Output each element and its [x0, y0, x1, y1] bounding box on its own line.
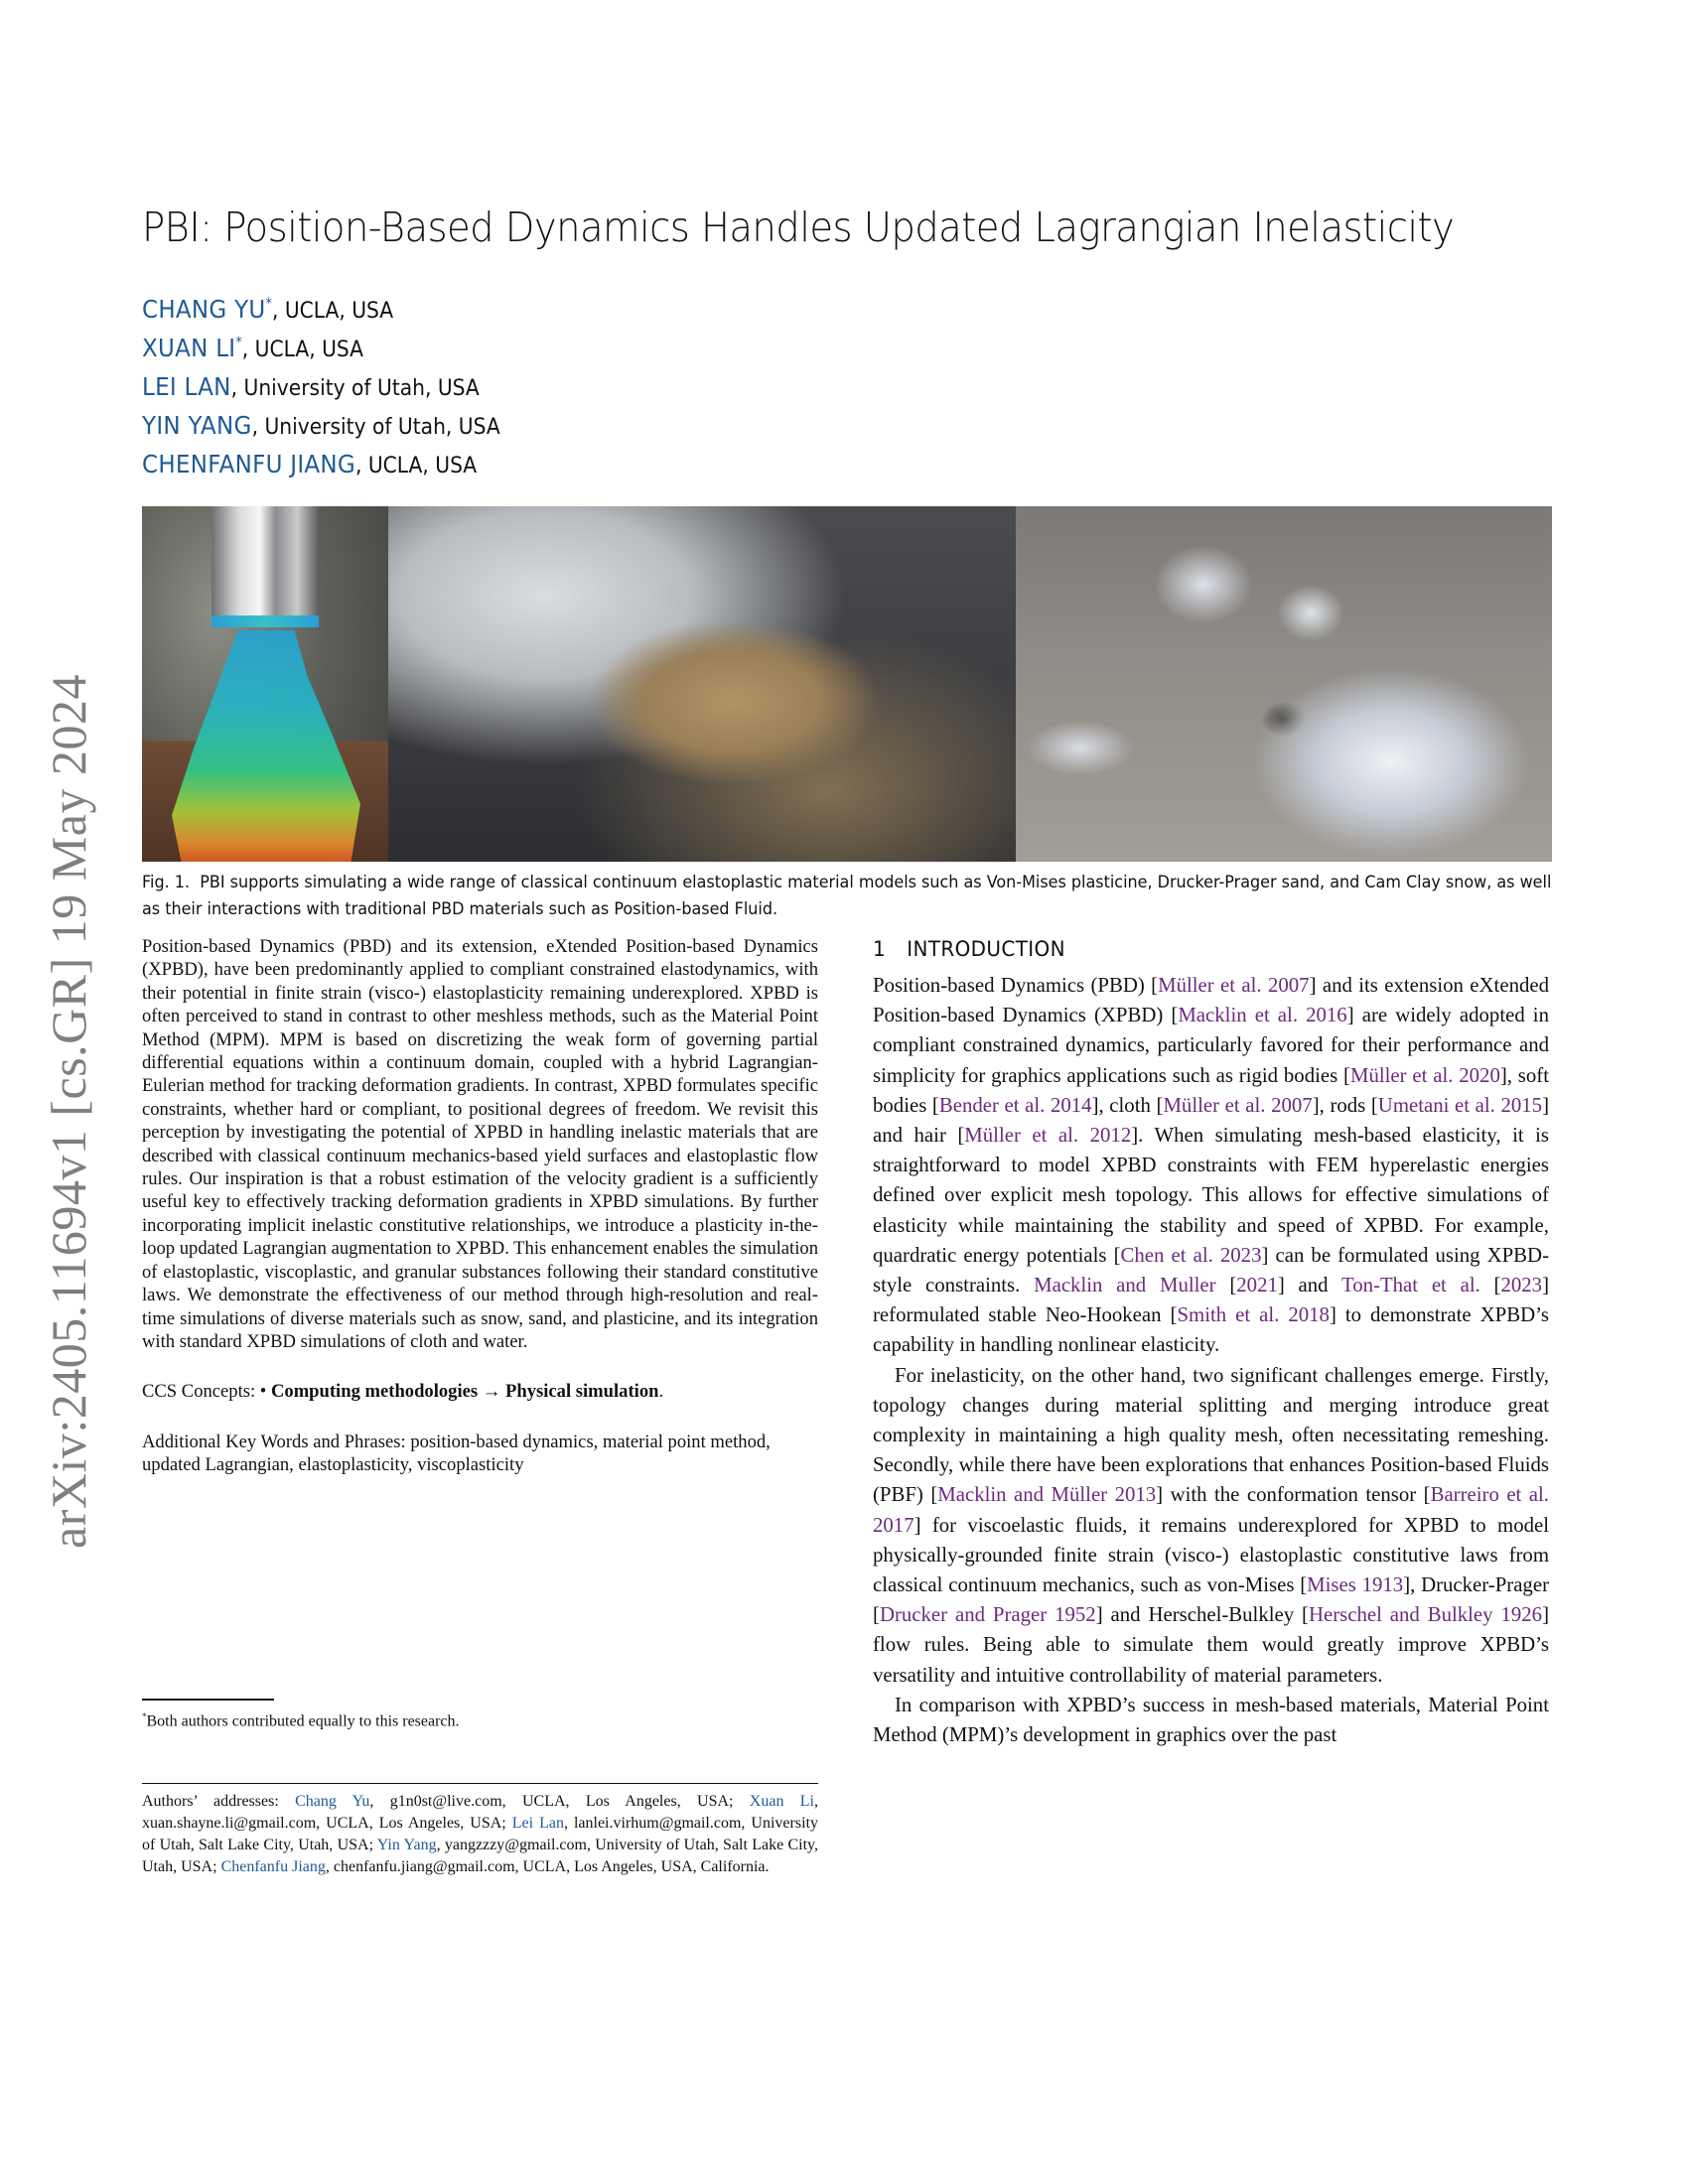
- author-affiliation: , University of Utah, USA: [230, 376, 480, 401]
- author-link[interactable]: Chang Yu: [295, 1793, 370, 1810]
- body-text: ] and Herschel-Bulkley [: [1095, 1603, 1309, 1627]
- figure-panel-sand-water: [388, 506, 1016, 862]
- intro-paragraph: [873, 1361, 1549, 1691]
- author-link[interactable]: Lei Lan: [511, 1815, 564, 1832]
- author-list: [142, 286, 531, 479]
- citation-link[interactable]: Müller et al. 2020: [1349, 1063, 1500, 1087]
- body-text: ] for viscoelastic fluids, it remains underexplored for XPBD to model physically-grounded finite strain (visco-) elastoplastic constitutive laws from classical continuum mechanics, such as von-Mises [: [873, 1513, 1549, 1597]
- author-addresses: [142, 1791, 818, 1878]
- author-entry: [142, 402, 500, 441]
- body-text: Position-based Dynamics (PBD) [: [873, 974, 1159, 997]
- arxiv-identifier-stamp: arXiv:2405.11694v1 [cs.GR] 19 May 2024: [41, 674, 96, 1549]
- address-text: , yangzzzy@gmail.com, University of Utah, Salt Lake City, Utah, USA;: [142, 1837, 819, 1875]
- body-text: In comparison with XPBD’s success in mesh-based materials, Material Point Method (MPM)’s development in graphics over the past: [873, 1693, 1549, 1747]
- body-text: ], Drucker-Prager [: [873, 1573, 1549, 1627]
- author-name[interactable]: LEI LAN: [142, 372, 231, 401]
- body-text: ] can be formulated using XPBD-style constraints.: [873, 1243, 1549, 1297]
- keywords: Additional Key Words and Phrases: position-based dynamics, material point method, updated Lagrangian, elastoplasticity, viscoplasticity: [142, 1431, 771, 1476]
- equal-contribution-mark: *: [235, 335, 242, 350]
- abstract: Position-based Dynamics (PBD) and its extension, eXtended Position-based Dynamics (XPBD), have been predominantly applied to compliant constrained elastodynamics, with their potential in finite strain (visco-) elastoplasticity remaining underexplored. XPBD is often perceived to stand in contrast to other meshless methods, such as the Material Point Method (MPM). MPM is based on discretizing the weak form of governing partial differential equations within a continuum domain, coupled with a hybrid Lagrangian-Eulerian method for tracking deformation gradients. In contrast, XPBD formulates specific constraints, whether hard or compliant, to positional degrees of freedom. We revisit this perception by investigating the potential of XPBD in handling inelastic materials that are described with classical continuum mechanics-based yield surfaces and elastoplastic flow rules. Our inspiration is that a robust estimation of the velocity gradient is a sufficiently useful key to effectively tracking deformation gradients in XPBD simulations. By further incorporating implicit inelastic constitutive relationships, we introduce a plasticity in-the-loop updated Lagrangian augmentation to XPBD. This enhancement enables the simulation of elastoplastic, viscoplastic, and granular substances following their standard constitutive laws. We demonstrate the effectiveness of our method through high-resolution and real-time simulations of diverse materials such as snow, sand, and plasticine, and its integration with standard XPBD simulations of cloth and water.: [142, 936, 818, 1352]
- address-text: , xuan.shayne.li@gmail.com, UCLA, Los Angeles, USA;: [142, 1793, 818, 1832]
- right-column: [873, 935, 1549, 1750]
- citation-link[interactable]: Macklin and Müller 2013: [937, 1483, 1157, 1507]
- address-text: , lanlei.virhum@gmail.com, University of Utah, Salt Lake City, Utah, USA;: [142, 1815, 818, 1853]
- citation-link[interactable]: Barreiro et al. 2017: [873, 1483, 1550, 1537]
- citation-link[interactable]: Mises 1913: [1307, 1573, 1404, 1597]
- intro-paragraph: [873, 1691, 1549, 1750]
- footnote-mark: *: [142, 1711, 147, 1721]
- author-affiliation: , University of Utah, USA: [251, 415, 500, 440]
- body-text: ] and: [1277, 1274, 1341, 1297]
- author-entry: [142, 441, 500, 479]
- figure-caption-text: PBI supports simulating a wide range of classical continuum elastoplastic material models such as Von-Mises plasticine, Drucker-Prager sand, and Cam Clay snow, as well as their interactions with traditional PBD materials such as Position-based Fluid.: [142, 873, 1552, 919]
- citation-link[interactable]: Müller et al. 2007: [1163, 1093, 1313, 1117]
- footnote: [142, 1711, 460, 1730]
- body-text: ], soft bodies [: [873, 1063, 1550, 1117]
- citation-link[interactable]: Herschel and Bulkley 1926: [1308, 1603, 1543, 1627]
- citation-link[interactable]: Drucker and Prager 1952: [879, 1603, 1096, 1627]
- body-text: [: [1215, 1274, 1237, 1297]
- citation-link[interactable]: 2023: [1500, 1274, 1543, 1297]
- ccs-label: CCS Concepts: •: [142, 1381, 271, 1403]
- author-name[interactable]: YIN YANG: [142, 411, 252, 440]
- figure-panel-plasticine: [142, 506, 388, 862]
- body-text: ] flow rules. Being able to simulate them would greatly improve XPBD’s versatility and intuitive controllability of material parameters.: [873, 1603, 1549, 1687]
- plasticine-strands-shape: [172, 630, 360, 862]
- ccs-end: .: [658, 1381, 664, 1403]
- ccs-concepts: [142, 1380, 818, 1403]
- author-name[interactable]: XUAN LI: [142, 334, 236, 362]
- citation-link[interactable]: Macklin et al. 2016: [1178, 1004, 1347, 1027]
- author-link[interactable]: Chenfanfu Jiang: [220, 1858, 326, 1875]
- section-heading: [873, 935, 1515, 963]
- author-affiliation: , UCLA, USA: [271, 299, 394, 324]
- body-text: ] with the conformation tensor [: [1156, 1483, 1431, 1507]
- body-text: ] to demonstrate XPBD’s capability in handling nonlinear elasticity.: [873, 1303, 1549, 1357]
- author-affiliation: , UCLA, USA: [241, 338, 363, 362]
- author-entry: [142, 286, 500, 325]
- body-text: ], cloth [: [1091, 1093, 1164, 1117]
- intro-paragraph: [873, 971, 1549, 1361]
- author-link[interactable]: Yin Yang: [376, 1837, 437, 1853]
- citation-link[interactable]: Umetani et al. 2015: [1377, 1093, 1543, 1117]
- figure-caption: [142, 870, 1552, 923]
- author-name[interactable]: CHENFANFU JIANG: [142, 450, 355, 478]
- equal-contribution-mark: *: [265, 296, 272, 312]
- body-text: ], rods [: [1312, 1093, 1378, 1117]
- body-text: ] and hair [: [873, 1093, 1549, 1148]
- metal-cylinder-shape: [211, 506, 319, 623]
- ccs-concept: Computing methodologies → Physical simulation: [270, 1381, 659, 1403]
- address-text: Authors’ addresses:: [142, 1793, 296, 1810]
- address-text: , chenfanfu.jiang@gmail.com, UCLA, Los Angeles, USA, California.: [325, 1858, 770, 1875]
- citation-link[interactable]: Chen et al. 2023: [1120, 1243, 1262, 1267]
- citation-link[interactable]: Ton-That et al.: [1340, 1274, 1480, 1297]
- footnote-text: Both authors contributed equally to this research.: [146, 1712, 460, 1730]
- citation-link[interactable]: Bender et al. 2014: [938, 1093, 1092, 1117]
- citation-link[interactable]: Müller et al. 2007: [1158, 974, 1310, 997]
- body-text: ] are widely adopted in compliant constrained dynamics, particularly favored for their performance and simplicity for graphics applications such as rigid bodies [: [873, 1004, 1549, 1087]
- citation-link[interactable]: 2021: [1236, 1274, 1278, 1297]
- body-text: For inelasticity, on the other hand, two significant challenges emerge. Firstly, topology changes during material splitting and merging introduce great complexity in maintaining a high quality mesh, often necessitating remeshing. Secondly, while there have been explorations that enhances Position-based Fluids (PBF) [: [873, 1363, 1549, 1507]
- citation-link[interactable]: Smith et al. 2018: [1177, 1303, 1330, 1327]
- footnote-divider: [142, 1699, 274, 1701]
- addresses-divider: [142, 1783, 818, 1784]
- author-entry: [142, 363, 500, 402]
- section-title: INTRODUCTION: [907, 937, 1065, 961]
- author-affiliation: , UCLA, USA: [354, 454, 478, 478]
- address-text: , g1n0st@live.com, UCLA, Los Angeles, USA;: [369, 1793, 750, 1810]
- left-column: [142, 935, 818, 1477]
- body-text: [: [1479, 1274, 1501, 1297]
- cylinder-band-shape: [211, 615, 319, 627]
- citation-link[interactable]: Müller et al. 2012: [964, 1124, 1132, 1148]
- section-number: 1: [873, 937, 887, 961]
- teaser-figure: [142, 506, 1552, 862]
- body-text: ]. When simulating mesh-based elasticity, it is straightforward to model XPBD constraints with FEM hyperelastic energies defined over explicit mesh topology. This allows for effective simulations of elasticity while maintaining the stability and speed of XPBD. For example, quardratic energy potentials [: [873, 1124, 1550, 1267]
- author-entry: [142, 325, 500, 363]
- figure-panel-snow: [1016, 506, 1552, 862]
- body-text: ] reformulated stable Neo-Hookean [: [873, 1274, 1550, 1327]
- body-text: ] and its extension eXtended Position-based Dynamics (XPBD) [: [873, 974, 1549, 1027]
- paper-title: PBI: Position-Based Dynamics Handles Updated Lagrangian Inelasticity: [142, 204, 1455, 251]
- citation-link[interactable]: Macklin and Muller: [1034, 1274, 1216, 1297]
- figure-label: Fig. 1.: [142, 873, 191, 892]
- author-name[interactable]: CHANG YU: [142, 295, 266, 324]
- author-link[interactable]: Xuan Li: [749, 1793, 814, 1810]
